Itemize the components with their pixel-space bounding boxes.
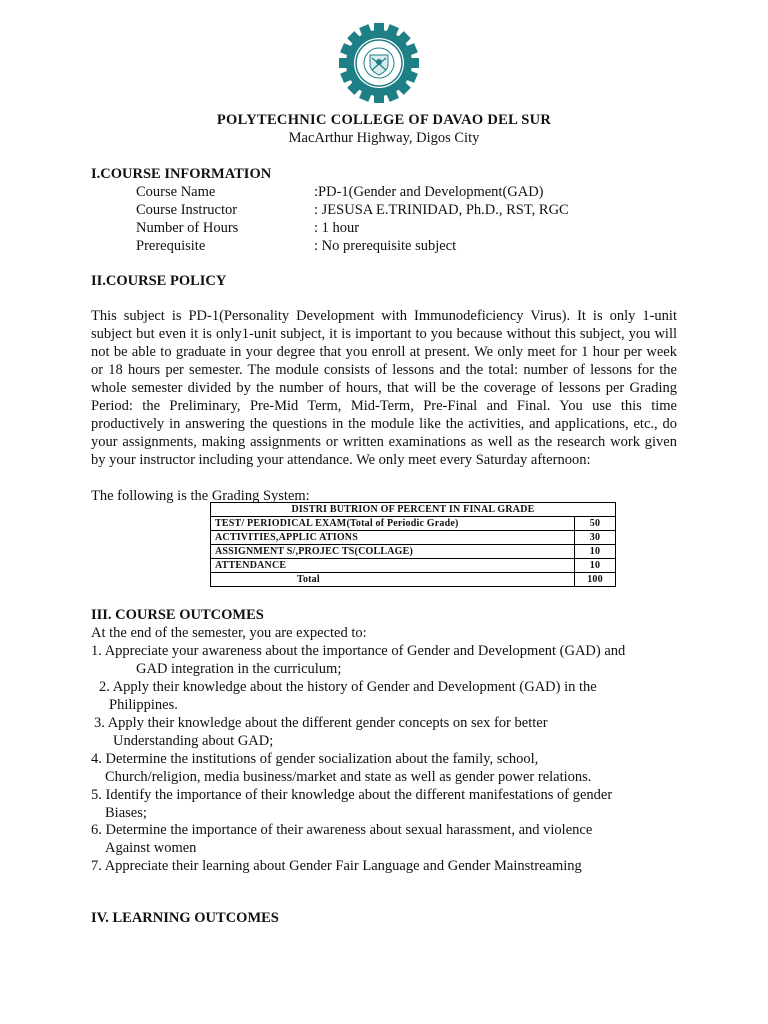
table-cell-label: ASSIGNMENT S/,PROJEC TS(COLLAGE) <box>211 545 575 559</box>
course-outcomes-heading: III. COURSE OUTCOMES <box>91 607 264 623</box>
outcome-line: 2. Apply their knowledge about the history of Gender and Development (GAD) in the <box>99 679 597 695</box>
info-value: : 1 hour <box>314 220 360 236</box>
info-value: : JESUSA E.TRINIDAD, Ph.D., RST, RGC <box>314 202 569 218</box>
outcome-line: 3. Apply their knowledge about the different gender concepts on sex for better <box>94 715 548 731</box>
table-total-row <box>211 573 616 587</box>
course-information-heading: I.COURSE INFORMATION <box>91 166 272 182</box>
college-seal-logo <box>338 22 420 104</box>
table-cell-label: TEST/ PERIODICAL EXAM(Total of Periodic Grade) <box>211 517 575 531</box>
info-label: Prerequisite <box>136 238 206 254</box>
outcome-line: 7. Appreciate their learning about Gender Fair Language and Gender Mainstreaming <box>91 858 582 874</box>
outcome-line: 4. Determine the institutions of gender socialization about the family, school, <box>91 751 539 767</box>
outcome-line: Church/religion, media business/market and state as well as gender power relations. <box>105 769 592 785</box>
outcome-line: Biases; <box>105 805 147 821</box>
table-title: DISTRI BUTRION OF PERCENT IN FINAL GRADE <box>211 503 616 517</box>
info-value: :PD-1(Gender and Development(GAD) <box>314 184 544 200</box>
info-value: : No prerequisite subject <box>314 238 457 254</box>
info-label: Course Name <box>136 184 216 200</box>
table-row <box>211 531 616 545</box>
table-cell-value: 30 <box>575 531 616 545</box>
table-total-label: Total <box>211 573 575 587</box>
info-label: Course Instructor <box>136 202 238 218</box>
table-row <box>211 545 616 559</box>
table-cell-value: 50 <box>575 517 616 531</box>
info-label: Number of Hours <box>136 220 239 236</box>
info-row-prerequisite <box>136 237 456 255</box>
outcome-line: 1. Appreciate your awareness about the importance of Gender and Development (GAD) and <box>91 643 626 659</box>
course-outcomes-intro: At the end of the semester, you are expected to: <box>91 625 367 641</box>
outcome-line: 5. Identify the importance of their knowledge about the different manifestations of gender <box>91 787 613 803</box>
course-policy-heading: II.COURSE POLICY <box>91 273 227 289</box>
info-row-number-of-hours <box>136 219 359 237</box>
course-policy-paragraph: This subject is PD-1(Personality Development with Immunodeficiency Virus). It is only 1-unit subject but even it is only1-unit subject, it is important to you because without this subject, you will not be able to graduate in your degree that you enroll at present. We only meet for 1 hour per week or 18 hours per semester. The module consists of lessons and the total: number of lessons for the whole semester divided by the number of hours, that will be the coverage of lessons per Grading Period: the Preliminary, Pre-Mid Term, Mid-Term, Pre-Final and Final. You use this time productively in answering the questions in the module like the activities, and applications, etc., do your assignments, making assignments or written examinations as well as the research work given by your instructor including your attendance. We only meet every Saturday afternoon: <box>91 308 677 468</box>
table-cell-label: ACTIVITIES,APPLIC ATIONS <box>211 531 575 545</box>
info-row-course-name <box>136 183 544 201</box>
table-cell-label: ATTENDANCE <box>211 559 575 573</box>
outcome-line: Against women <box>105 840 197 856</box>
table-cell-value: 10 <box>575 545 616 559</box>
table-row <box>211 517 616 531</box>
outcome-line: GAD integration in the curriculum; <box>136 661 342 677</box>
grading-system-intro: The following is the Grading System: <box>91 488 310 504</box>
info-row-course-instructor <box>136 201 569 219</box>
outcome-line: 6. Determine the importance of their awareness about sexual harassment, and violence <box>91 822 593 838</box>
outcome-line: Understanding about GAD; <box>113 733 274 749</box>
table-header-row <box>211 503 616 517</box>
table-row <box>211 559 616 573</box>
college-address: MacArthur Highway, Digos City <box>288 130 480 146</box>
college-name: POLYTECHNIC COLLEGE OF DAVAO DEL SUR <box>216 112 552 128</box>
table-cell-value: 10 <box>575 559 616 573</box>
learning-outcomes-heading: IV. LEARNING OUTCOMES <box>91 910 279 926</box>
table-total-value: 100 <box>575 573 616 587</box>
outcome-line: Philippines. <box>109 697 178 713</box>
grading-table <box>210 502 616 587</box>
